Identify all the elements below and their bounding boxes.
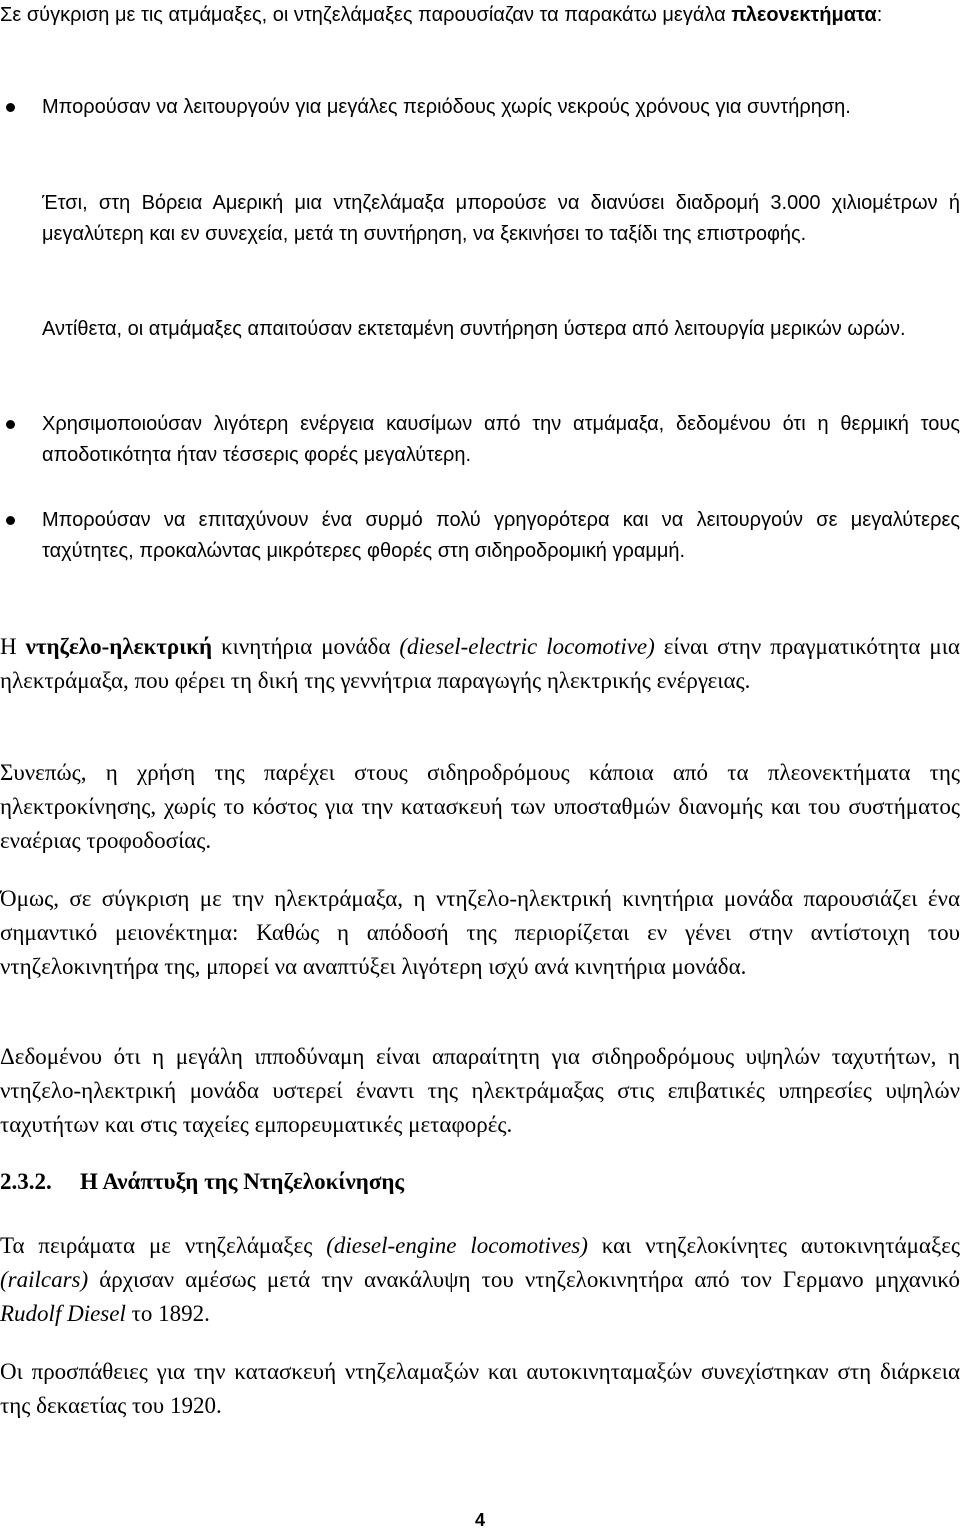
bullet-2-icon <box>6 420 15 429</box>
section-heading <box>0 1165 960 1199</box>
de-mid: κινητήρια μονάδα <box>212 634 400 659</box>
bullet-1-icon <box>6 103 15 112</box>
bullet-1-para-3: Αντίθετα, οι ατμάμαξες απαιτούσαν εκτεταμένη συντήρηση ύστερα από λειτουργία μερικών ωρών. <box>42 318 906 340</box>
intro-bold-term: πλεονεκτήματα <box>731 4 877 26</box>
de-post: είναι στην πραγματικότητα μια ηλεκτράμαξα, που φέρει τη δική της γεννήτρια παραγωγής ηλεκτρικής ενέργειας. <box>0 634 960 693</box>
intro-paragraph <box>0 0 960 31</box>
intro-text: Σε σύγκριση με τις ατμάμαξες, οι ντηζελάμαξες παρουσίαζαν τα παρακάτω μεγάλα <box>0 4 732 26</box>
bullet-1-para-2: Έτσι, στη Βόρεια Αμερική μια ντηζελάμαξα μπορούσε να διανύσει διαδρομή 3.000 χιλιομέτρων ή μεγαλύτερη και εν συνεχεία, μετά τη συντήρηση, να ξεκινήσει το ταξίδι της επιστροφής. <box>42 192 960 245</box>
consequently-paragraph: Συνεπώς, η χρήση της παρέχει στους σιδηροδρόμους κάποια από τα πλεονεκτήματα της ηλεκτροκίνησης, χωρίς το κόστος για την κατασκευή των υποσταθμών διανομής και του συστήματος εναέριας τροφοδοσίας. <box>0 760 960 853</box>
efforts-paragraph: Οι προσπάθειες για την κατασκευή ντηζελαμαξών και αυτοκινηταμαξών συνεχίστηκαν στη διάρκεια της δεκαετίας του 1920. <box>0 1359 960 1418</box>
bullet-1-text: Μπορούσαν να λειτουργούν για μεγάλες περιόδους χωρίς νεκρούς χρόνους για συντήρηση. <box>42 96 851 118</box>
exp-post: το 1892. <box>125 1301 210 1326</box>
bullet-3-text: Μπορούσαν να επιταχύνουν ένα συρμό πολύ γρηγορότερα και να λειτουργούν σε μεγαλύτερες ταχύτητες, προκαλώντας μικρότερες φθορές στη σιδηροδρομική γραμμή. <box>42 509 960 562</box>
de-bold-term: ντηζελο-ηλεκτρική <box>25 634 213 659</box>
exp-mid-2: άρχισαν αμέσως μετά την ανακάλυψη του ντηζελοκινητήρα από τον Γερμανο μηχανικό <box>88 1267 960 1292</box>
de-italic-term: (diesel-electric locomotive) <box>399 634 655 659</box>
exp-italic-1: (diesel-engine locomotives) <box>326 1233 588 1258</box>
section-number: 2.3.2. <box>0 1169 52 1194</box>
bullet-2-text: Χρησιμοποιούσαν λιγότερη ενέργεια καυσίμων από την ατμάμαξα, δεδομένου ότι η θερμική τους αποδοτικότητα ήταν τέσσερις φορές μεγαλύτερη. <box>42 413 960 466</box>
exp-italic-2: (railcars) <box>0 1267 89 1292</box>
exp-italic-3: Rudolf Diesel <box>0 1301 126 1326</box>
section-title: Η Ανάπτυξη της Ντηζελοκίνησης <box>80 1169 405 1194</box>
experiments-paragraph <box>0 1229 960 1331</box>
exp-pre: Τα πειράματα με ντηζελάμαξες <box>0 1233 327 1258</box>
bullet-3-icon <box>6 516 15 525</box>
given-paragraph: Δεδομένου ότι η μεγάλη ιπποδύναμη είναι απαραίτητη για σιδηροδρόμους υψηλών ταχυτήτων, η ντηζελο-ηλεκτρική μονάδα υστερεί έναντι της ηλεκτράμαξας στις επιβατικές υπηρεσίες υψηλών ταχυτήτων και στις ταχείες εμπορευματικές μεταφορές. <box>0 1044 960 1137</box>
intro-tail: : <box>876 4 883 26</box>
diesel-electric-paragraph <box>0 630 960 698</box>
de-pre: Η <box>0 634 26 659</box>
page-number: 4 <box>474 1510 485 1530</box>
exp-mid-1: και ντηζελοκίνητες αυτοκινητάμαξες <box>587 1233 960 1258</box>
however-paragraph: Όμως, σε σύγκριση με την ηλεκτράμαξα, η ντηζελο-ηλεκτρική κινητήρια μονάδα παρουσιάζει ένα σημαντικό μειονέκτημα: Καθώς η απόδοσή της περιορίζεται εν γένει στην αντίστοιχη του ντηζελοκινητήρα της, μπορεί να αναπτύξει λιγότερη ισχύ ανά κινητήρια μονάδα. <box>0 886 960 979</box>
